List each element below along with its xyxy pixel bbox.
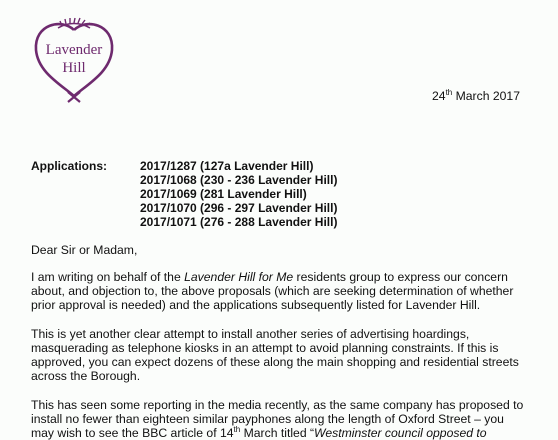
salutation: Dear Sir or Madam, [31, 243, 138, 257]
article-title: Westminster council opposed to [314, 426, 487, 440]
paragraph-line: across the Borough. [31, 369, 141, 383]
logo-text-line2: Hill [62, 60, 86, 76]
application-item: 2017/1287 (127a Lavender Hill) [140, 159, 314, 173]
letter-date [432, 89, 520, 103]
application-item: 2017/1069 (281 Lavender Hill) [140, 187, 307, 201]
date-day-suffix: th [445, 88, 453, 97]
logo-text-line1: Lavender [45, 42, 103, 58]
paragraph-line: I am writing on behalf of the Lavender Hill for Me residents group to express our concern [31, 270, 508, 284]
lavender-hill-logo [30, 16, 118, 104]
applications-label: Applications: [31, 159, 108, 173]
paragraph-line: may wish to see the BBC article of 14th March titled “Westminster council opposed to [31, 425, 487, 440]
paragraph-media [31, 398, 551, 440]
group-name: Lavender Hill for Me [184, 270, 294, 284]
application-item: 2017/1070 (296 - 297 Lavender Hill) [140, 201, 338, 215]
paragraph-hoardings [31, 327, 551, 383]
paragraph-line: This is yet another clear attempt to install another series of advertising hoardings, [31, 327, 470, 341]
paragraph-line: install no fewer than eighteen similar payphones along the length of Oxford Street – you [31, 412, 504, 426]
paragraph-line: approved, you can expect dozens of these along the main shopping and residential streets [31, 355, 519, 369]
paragraph-line: prior approval is needed) and the applications subsequently listed for Lavender Hill. [31, 298, 481, 312]
paragraph-concern [31, 270, 551, 312]
application-item: 2017/1071 (276 - 288 Lavender Hill) [140, 215, 338, 229]
date-day: 24 [432, 89, 446, 103]
paragraph-line: This has seen some reporting in the media recently, as the same company has proposed to [31, 398, 524, 412]
applications-list [140, 159, 337, 229]
application-item: 2017/1068 (230 - 236 Lavender Hill) [140, 173, 338, 187]
paragraph-line: about, and objection to, the above proposals (which are seeking determination of whether [31, 284, 514, 298]
heart-logo-icon [30, 16, 118, 104]
paragraph-line: masquerading as telephone kiosks in an attempt to avoid planning constraints. If this is [31, 341, 499, 355]
date-month-year: March 2017 [452, 89, 520, 103]
lavender-sprig-icon [58, 18, 90, 28]
